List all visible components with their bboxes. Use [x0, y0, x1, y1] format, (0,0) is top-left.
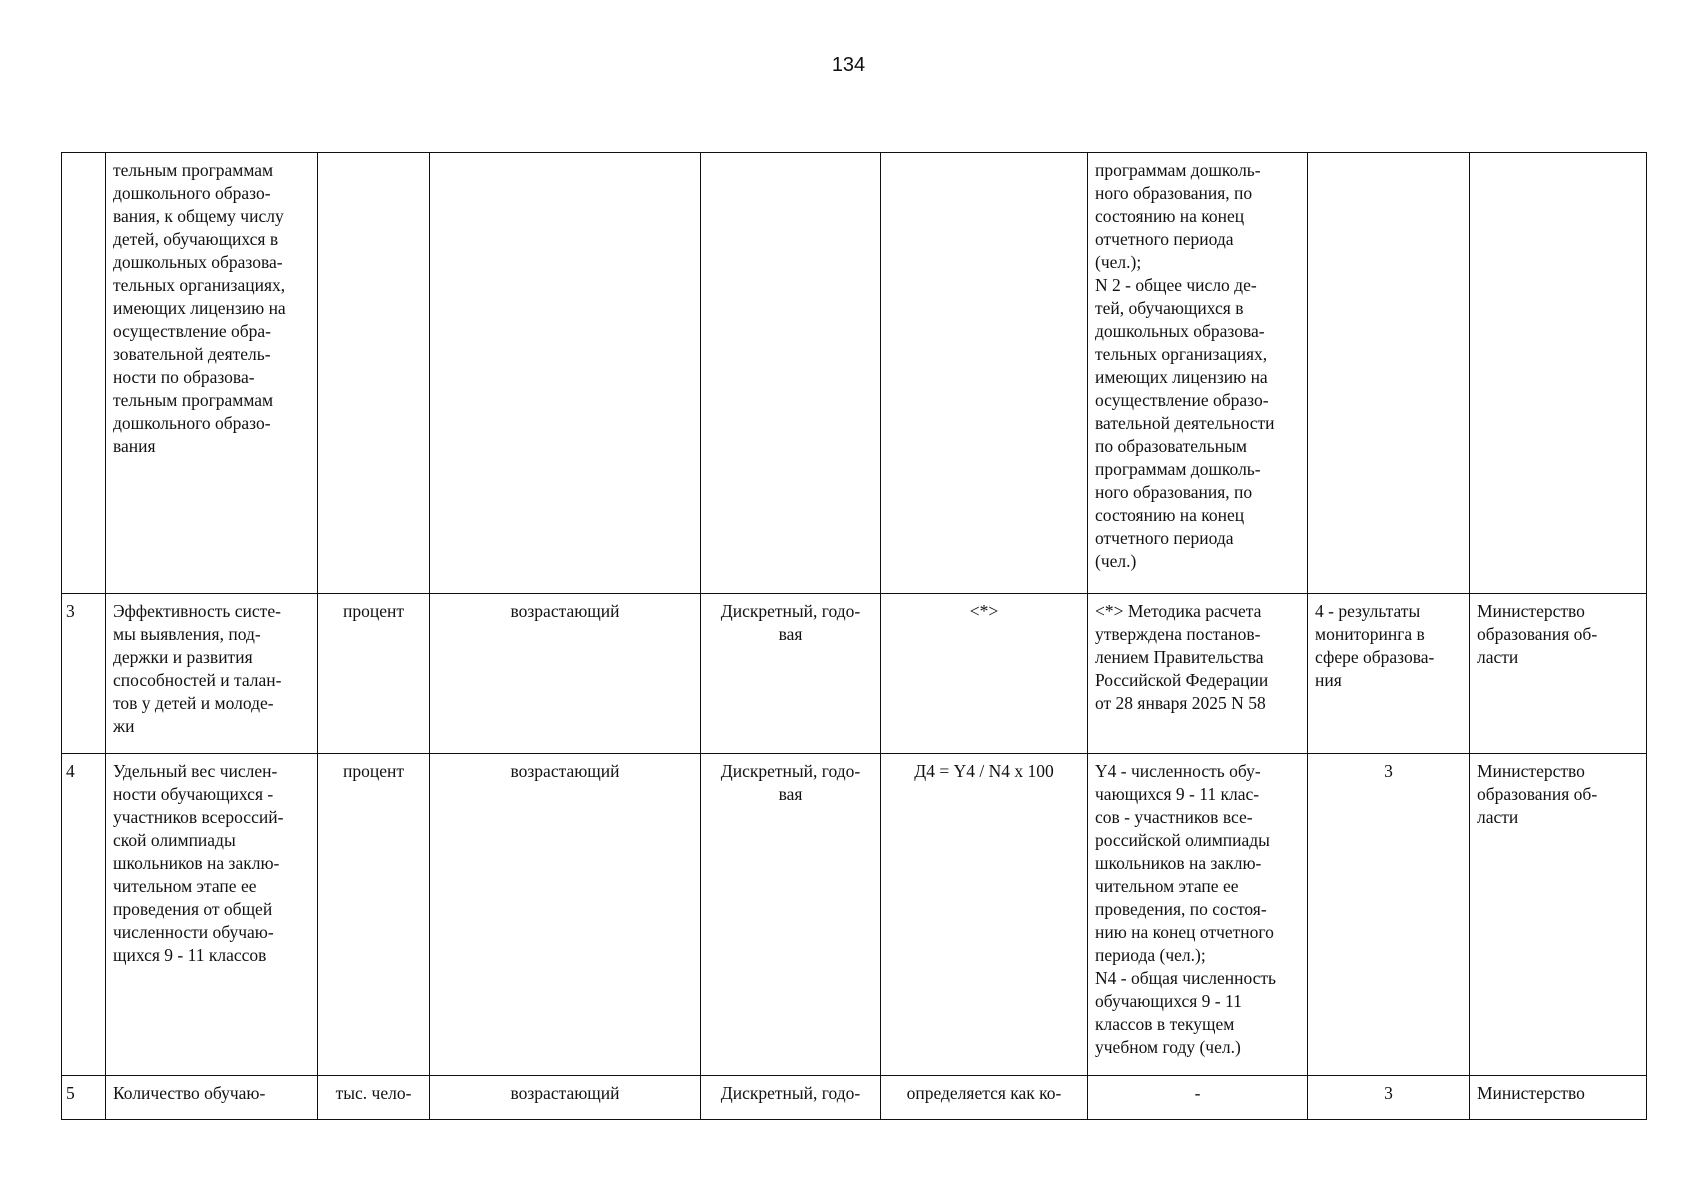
- cell-unit: процент: [318, 754, 430, 1076]
- text-line: имеющих лицензию на: [1095, 367, 1268, 387]
- cell-type: [701, 594, 881, 754]
- cell-method: [1088, 754, 1308, 1076]
- text-line: вания, к общему числу: [113, 206, 284, 226]
- cell-number: 5: [62, 1076, 106, 1120]
- text-line: Дискретный, годо-: [720, 761, 861, 781]
- cell-unit: [318, 153, 430, 594]
- text-line: сфере образова-: [1315, 647, 1435, 667]
- table-row: [62, 1076, 1647, 1120]
- text-line: тельных организациях,: [1095, 344, 1268, 364]
- text-line: ного образования, по: [1095, 183, 1253, 203]
- text-line: ности по образова-: [113, 367, 255, 387]
- text-line: Эффективность систе-: [113, 601, 281, 621]
- cell-trend: возрастающий: [430, 1076, 701, 1120]
- cell-responsible: Министерство: [1470, 1076, 1647, 1120]
- text-line: состоянию на конец: [1095, 206, 1245, 226]
- text-line: Министерство: [1477, 601, 1585, 621]
- text-line: Удельный вес числен-: [113, 761, 278, 781]
- cell-formula: [881, 153, 1088, 594]
- table-row: [62, 754, 1647, 1076]
- cell-number: [62, 153, 106, 594]
- text-line: Дискретный, годо-: [720, 601, 861, 621]
- text-line: сов - участников все-: [1095, 807, 1253, 827]
- cell-trend: [430, 153, 701, 594]
- text-line: от 28 января 2025 N 58: [1095, 693, 1266, 713]
- text-line: вая: [778, 624, 803, 644]
- text-line: учебном году (чел.): [1095, 1037, 1241, 1057]
- table-row: [62, 594, 1647, 754]
- cell-indicator-name: Количество обучаю-: [106, 1076, 318, 1120]
- cell-source: 3: [1308, 1076, 1470, 1120]
- cell-formula: <*>: [881, 594, 1088, 754]
- cell-formula: определяется как ко-: [881, 1076, 1088, 1120]
- text-line: ности обучающихся -: [113, 784, 274, 804]
- text-line: ного образования, по: [1095, 482, 1253, 502]
- indicators-table: [61, 152, 1647, 1120]
- cell-source: [1308, 153, 1470, 594]
- cell-source: [1308, 594, 1470, 754]
- text-line: осуществление обра-: [113, 321, 271, 341]
- cell-method: [1088, 153, 1308, 594]
- text-line: щихся 9 - 11 классов: [113, 945, 267, 965]
- text-line: утверждена постанов-: [1095, 624, 1261, 644]
- text-line: <*> Методика расчета: [1095, 601, 1262, 621]
- text-line: тов у детей и молоде-: [113, 693, 274, 713]
- text-line: N 2 - общее число де-: [1095, 275, 1257, 295]
- text-line: дошкольного образо-: [113, 413, 271, 433]
- text-line: детей, обучающихся в: [113, 229, 279, 249]
- text-line: N4 - общая численность: [1095, 968, 1277, 988]
- text-line: ласти: [1477, 807, 1519, 827]
- text-line: вания: [113, 436, 156, 456]
- text-line: зовательной деятель-: [113, 344, 271, 364]
- text-line: программам дошколь-: [1095, 160, 1261, 180]
- text-line: российской олимпиады: [1095, 830, 1270, 850]
- text-line: обучающихся 9 - 11: [1095, 991, 1242, 1011]
- text-line: 4 - результаты: [1315, 601, 1421, 621]
- text-line: Y4 - численность обу-: [1095, 761, 1261, 781]
- text-line: участников всероссий-: [113, 807, 284, 827]
- text-line: дошкольного образо-: [113, 183, 271, 203]
- cell-type: [701, 754, 881, 1076]
- text-line: отчетного периода: [1095, 528, 1234, 548]
- cell-trend: возрастающий: [430, 594, 701, 754]
- text-line: образования об-: [1477, 784, 1598, 804]
- text-line: проведения от общей: [113, 899, 273, 919]
- text-line: чительном этапе ее: [113, 876, 257, 896]
- cell-method: -: [1088, 1076, 1308, 1120]
- text-line: осуществление образо-: [1095, 390, 1269, 410]
- cell-source: 3: [1308, 754, 1470, 1076]
- text-line: Российской Федерации: [1095, 670, 1269, 690]
- cell-indicator-name: [106, 153, 318, 594]
- text-line: чающихся 9 - 11 клас-: [1095, 784, 1260, 804]
- text-line: нию на конец отчетного: [1095, 922, 1274, 942]
- text-line: мы выявления, под-: [113, 624, 261, 644]
- cell-responsible: [1470, 594, 1647, 754]
- text-line: вательной деятельности: [1095, 413, 1275, 433]
- text-line: дошкольных образова-: [113, 252, 283, 272]
- text-line: численности обучаю-: [113, 922, 274, 942]
- text-line: ласти: [1477, 647, 1519, 667]
- text-line: школьников на заклю-: [113, 853, 280, 873]
- page-number: 134: [831, 54, 866, 76]
- table-row-continuation: [62, 153, 1647, 594]
- text-line: тей, обучающихся в: [1095, 298, 1244, 318]
- text-line: тельным программам: [113, 390, 274, 410]
- cell-type: Дискретный, годо-: [701, 1076, 881, 1120]
- text-line: периода (чел.);: [1095, 945, 1206, 965]
- text-line: по образовательным: [1095, 436, 1247, 456]
- cell-number: 3: [62, 594, 106, 754]
- text-line: отчетного периода: [1095, 229, 1234, 249]
- text-line: ния: [1315, 670, 1342, 690]
- text-line: образования об-: [1477, 624, 1598, 644]
- text-line: состоянию на конец: [1095, 505, 1245, 525]
- text-line: лением Правительства: [1095, 647, 1264, 667]
- text-line: тельным программам: [113, 160, 274, 180]
- text-line: имеющих лицензию на: [113, 298, 286, 318]
- text-line: Министерство: [1477, 761, 1585, 781]
- cell-trend: возрастающий: [430, 754, 701, 1076]
- text-line: (чел.): [1095, 551, 1137, 571]
- text-line: жи: [113, 716, 135, 736]
- cell-type: [701, 153, 881, 594]
- cell-indicator-name: [106, 754, 318, 1076]
- text-line: держки и развития: [113, 647, 253, 667]
- text-line: способностей и талан-: [113, 670, 282, 690]
- text-line: проведения, по состоя-: [1095, 899, 1267, 919]
- cell-formula: Д4 = Y4 / N4 х 100: [881, 754, 1088, 1076]
- cell-indicator-name: [106, 594, 318, 754]
- text-line: мониторинга в: [1315, 624, 1425, 644]
- text-line: ской олимпиады: [113, 830, 236, 850]
- text-line: школьников на заклю-: [1095, 853, 1262, 873]
- text-line: тельных организациях,: [113, 275, 286, 295]
- cell-responsible: [1470, 754, 1647, 1076]
- text-line: чительном этапе ее: [1095, 876, 1239, 896]
- cell-unit: процент: [318, 594, 430, 754]
- text-line: (чел.);: [1095, 252, 1142, 272]
- cell-method: [1088, 594, 1308, 754]
- cell-number: 4: [62, 754, 106, 1076]
- text-line: вая: [778, 784, 803, 804]
- cell-unit: тыс. чело-: [318, 1076, 430, 1120]
- text-line: программам дошколь-: [1095, 459, 1261, 479]
- text-line: дошкольных образова-: [1095, 321, 1265, 341]
- cell-responsible: [1470, 153, 1647, 594]
- text-line: классов в текущем: [1095, 1014, 1235, 1034]
